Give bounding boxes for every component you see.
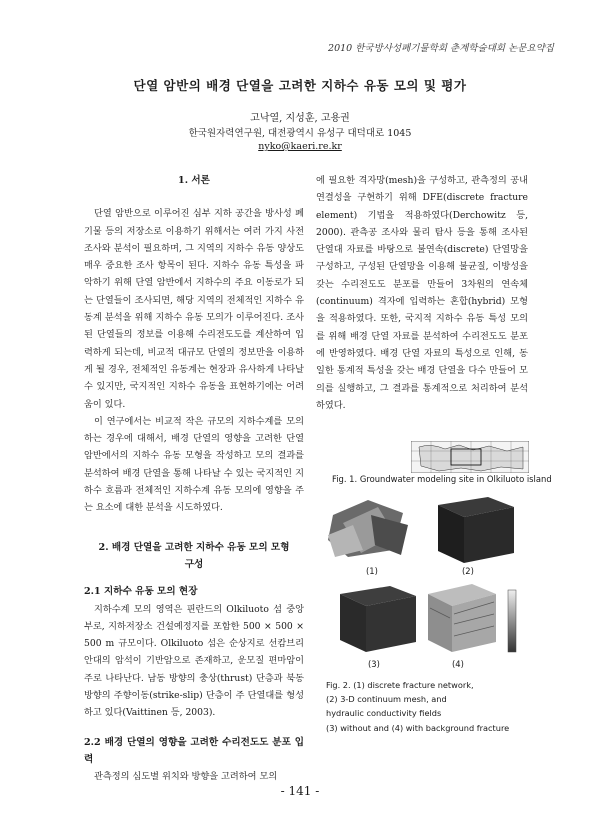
fig1-caption: Fig. 1. Groundwater modeling site in Olkiluoto island bbox=[332, 474, 552, 484]
section-2-2-heading: 2.2 배경 단열의 영향을 고려한 수리전도도 분포 입력 bbox=[84, 736, 304, 765]
section-2-heading: 2. 배경 단열을 고려한 지하수 유동 모의 모형 구성 bbox=[98, 541, 290, 570]
k-field-without-bg-image bbox=[330, 582, 422, 654]
paper-title: 단열 암반의 배경 단열을 고려한 지하수 유동 모의 및 평가 bbox=[133, 78, 467, 93]
fracture-network-image bbox=[323, 495, 423, 565]
figure-1 bbox=[411, 441, 531, 475]
left-column bbox=[84, 172, 304, 786]
intro-paragraph-2: 이 연구에서는 비교적 작은 규모의 지하수계를 모의하는 경우에 대해서, 배경 단열의 영향을 고려한 단열 암반에서의 지하수 유동 모형을 작성하고 모의 결과를 분석하여 배경 단열을 통해 나타날 수 있는 국지적인 지하수 흐름과 전체적인 지하수계 유동 모의에 영향을 주는 요소에 대한 분석을 시도하였다. bbox=[84, 415, 304, 514]
fig2-caption bbox=[326, 678, 526, 735]
fig2-label-1: (1) bbox=[366, 566, 378, 576]
email-link[interactable]: nyko@kaeri.re.kr bbox=[258, 141, 342, 152]
fig2-label-4: (4) bbox=[452, 659, 464, 669]
fig2-label-3: (3) bbox=[368, 659, 380, 669]
k-field-with-bg-image bbox=[420, 580, 500, 656]
fig2-caption-line: (2) 3-D continuum mesh, and bbox=[326, 694, 447, 705]
continuum-mesh-image bbox=[428, 493, 518, 565]
input-paragraph: 관측정의 심도별 위치와 방향을 고려하여 모의 bbox=[94, 771, 278, 783]
fig2-caption-line: hydraulic conductivity fields bbox=[326, 708, 442, 719]
color-scale-bar bbox=[506, 588, 520, 654]
fig2-caption-line: (3) without and (4) with background fracture bbox=[326, 722, 510, 733]
method-paragraph: 에 필요한 격자망(mesh)을 구성하고, 관측정의 공내 연결성을 구현하기 위해 DFE(discrete fracture element) 기법을 적용하였다(Derchowitz 등, 2000). 관측공 조사와 물리 탐사 등을 통해 조사된 단열대 자료를 바탕으로 불연속(discrete) 단열망을 구성하고, 구성된 단열망을 이용해 불균질, 이방성을 갖는 수리전도도 분포를 만들어 3차원의 연속체(continuum) 격자에 입력하는 혼합(hybrid) 모형을 적용하였다. 또한, 국지적 지하수 유동 특성 모의를 위해 배경 단열 자료를 분석하여 수리전도도 분포에 반영하였다. 배경 단열 자료의 특성으로 인해, 동일한 통계적 특성을 갖는 배경 단열을 다수 만들어 모의를 실행하고, 그 결과를 통계적으로 처리하여 분석하였다. bbox=[316, 175, 528, 411]
site-paragraph: 지하수계 모의 영역은 핀란드의 Olkiluoto 섬 중앙부로, 지하저장소 건설예정지를 포함한 500 × 500 × 500 m 규모이다. Olkiluoto 섬은 순상지로 선캄브리안대의 암석이 기반암으로 존재하고, 운모질 편마암이 주로 나타난다. 남동 방향의 충상(thrust) 단층과 북동 방향의 주향이동(strike-slip) 단층이 주 단열대를 형성하고 있다(Vaittinen 등, 2003). bbox=[84, 603, 304, 719]
fig2-label-2: (2) bbox=[462, 566, 474, 576]
section-1-heading: 1. 서론 bbox=[178, 175, 210, 186]
page-number: - 141 - bbox=[280, 784, 320, 798]
authors: 고낙열, 지성훈, 고용권 bbox=[250, 113, 350, 124]
conference-header: 2010 한국방사성폐기물학회 춘계학술대회 논문요약집 bbox=[328, 43, 554, 54]
intro-paragraph-1: 단열 암반으로 이루어진 심부 지하 공간을 방사성 폐기물 등의 저장소로 이용하기 위해서는 여러 가지 사전 조사와 분석이 필요하며, 그 지역의 지하수 유동 양상도 매우 중요한 조사 항목이 된다. 지하수 유동 특성을 파악하기 위해 단열 암반에서 지하수의 주요 이동로가 되는 단열들이 조사되면, 해당 지역의 전체적인 지하수 유동계 분석을 위해 지하수 유동 모의가 이루어진다. 조사된 단열들의 정보를 이용해 수리전도도를 계산하여 입력하게 되는데, 비교적 대규모 단열의 정보만을 이용하게 될 경우, 전체적인 유동계는 현장과 유사하게 나타날 수 있지만, 국지적인 지하수 유동을 표현하기에는 어려움이 있다. bbox=[84, 208, 304, 410]
fig2-caption-line: Fig. 2. (1) discrete fracture network, bbox=[326, 680, 474, 690]
affiliation: 한국원자력연구원, 대전광역시 유성구 대덕대로 1045 bbox=[188, 128, 412, 139]
right-column bbox=[316, 172, 528, 414]
section-2-1-heading: 2.1 지하수 유동 모의 현장 bbox=[84, 586, 198, 598]
